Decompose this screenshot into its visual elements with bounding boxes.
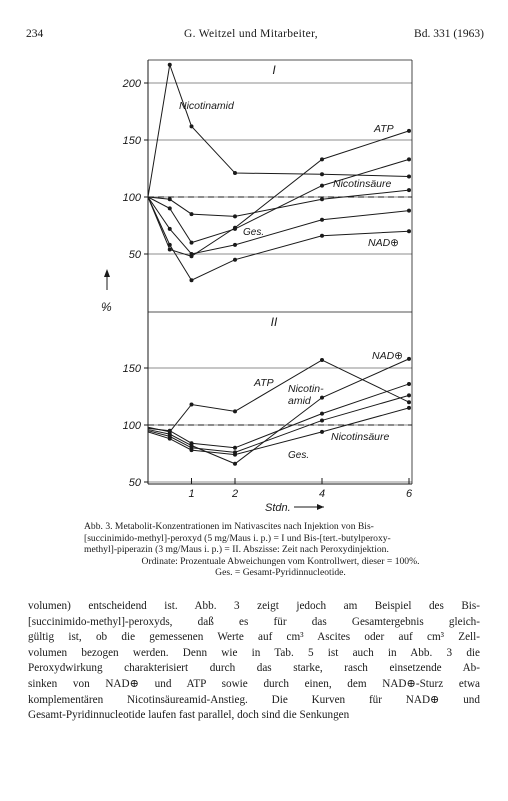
data-point: [407, 382, 411, 386]
body-line: gültig ist, ob die gemessenen Werte auf cm³ Ascites oder auf cm³ Zell-: [28, 631, 480, 644]
data-point: [320, 234, 324, 238]
body-line: volumen bezogen werden. Denn wie in Tab. 5 ist auch in Abb. 3 die: [28, 646, 480, 659]
data-point: [168, 206, 172, 210]
data-point: [320, 430, 324, 434]
data-point: [233, 214, 237, 218]
data-point: [190, 124, 194, 128]
series-label-nad: NAD⊕: [368, 237, 399, 249]
body-line: volumen) entscheidend ist. Abb. 3 zeigt jedoch am Beispiel des Bis-: [28, 600, 480, 612]
data-point: [407, 188, 411, 192]
data-point: [407, 406, 411, 410]
data-point: [407, 174, 411, 178]
data-point: [190, 278, 194, 282]
data-point: [407, 393, 411, 397]
data-point: [233, 446, 237, 450]
data-point: [190, 446, 194, 450]
data-point: [168, 434, 172, 438]
y-axis-label: %: [101, 300, 112, 314]
body-line: komplementären Nicotinsäureamid-Anstieg. Die Kurven für NAD⊕ und: [28, 693, 480, 706]
caption-line: Ordinate: Prozentuale Abweichungen vom Kontrollwert, dieser = 100%.: [141, 555, 420, 567]
x-tick-label: 6: [405, 488, 413, 500]
y-tick-label: 200: [122, 78, 141, 90]
y-tick-label: 100: [122, 420, 141, 432]
data-point: [407, 357, 411, 361]
data-point: [190, 402, 194, 406]
figure-caption: [84, 521, 477, 579]
data-point: [233, 409, 237, 413]
data-point: [190, 441, 194, 445]
series-label-nad: NAD⊕: [372, 350, 403, 362]
panel-1: [122, 60, 412, 312]
data-point: [190, 241, 194, 245]
data-point: [190, 212, 194, 216]
series-line: [148, 360, 409, 432]
volume-info: Bd. 331 (1963): [414, 28, 484, 40]
y-tick-label: 100: [122, 192, 141, 204]
data-point: [320, 418, 324, 422]
y-tick-label: 50: [128, 249, 141, 261]
series-label-atp: ATP: [254, 377, 274, 389]
data-point: [190, 252, 194, 256]
series-label-nicotinsaure: Nicotinsäure: [333, 178, 392, 190]
data-point: [320, 184, 324, 188]
data-point: [168, 63, 172, 67]
data-point: [320, 157, 324, 161]
data-point: [320, 172, 324, 176]
x-axis-arrowhead: [317, 504, 324, 510]
data-point: [407, 209, 411, 213]
x-tick-label: 4: [318, 488, 326, 500]
y-tick-label: 150: [122, 135, 141, 147]
x-tick-label: 1: [188, 488, 195, 500]
data-point: [168, 197, 172, 201]
panel-2: [123, 312, 413, 514]
data-point: [233, 243, 237, 247]
data-point: [168, 243, 172, 247]
caption-line: Ges. = Gesamt-Pyridinnucleotide.: [215, 567, 346, 579]
body-line: [succinimido-methyl]-peroxyds, daß es für das Gesamtergebnis gleich-: [28, 615, 480, 628]
series-label-nicotinamid: Nicotinamid: [179, 100, 234, 112]
data-point: [233, 462, 237, 466]
caption-line: methyl]-piperazin (3 mg/Maus i. p.) = II. Abszisse: Zeit nach Peroxydinjektion.: [84, 544, 389, 556]
series-label-nicotinamid: amid: [288, 395, 311, 407]
y-axis-arrowhead: [104, 269, 110, 277]
data-point: [233, 227, 237, 231]
data-point: [320, 396, 324, 400]
panel-label: II: [270, 315, 278, 329]
page-number: 234: [26, 28, 44, 40]
data-point: [233, 258, 237, 262]
data-point: [320, 412, 324, 416]
series-label-nicotinamid: Nicotin-: [288, 383, 324, 395]
data-point: [168, 227, 172, 231]
body-line: Gesamt-Pyridinnucleotide laufen fast parallel, doch sind die Senkungen: [28, 709, 350, 722]
series-line: [148, 159, 409, 242]
caption-line: [succinimido-methyl]-peroxyd (5 mg/Maus i. p.) = I und Bis-[tert.-butylperoxy-: [84, 532, 391, 544]
series-label-atp: ATP: [374, 123, 394, 135]
data-point: [168, 429, 172, 433]
x-tick-label: 2: [231, 488, 239, 500]
y-tick-label: 50: [128, 477, 141, 489]
caption-line: Abb. 3. Metabolit-Konzentrationen im Nativascites nach Injektion von Bis-: [84, 521, 374, 532]
body-text: [28, 599, 480, 724]
running-title: G. Weitzel und Mitarbeiter,: [184, 28, 318, 40]
body-line: sinken von NAD⊕ und ATP sowie durch einen, dem NAD⊕-Sturz etwa: [28, 677, 480, 690]
body-line: Peroxydwirkung charakterisiert durch das starke, rasch einsetzende Ab-: [28, 662, 480, 675]
data-point: [407, 400, 411, 404]
data-point: [320, 218, 324, 222]
data-point: [233, 171, 237, 175]
data-point: [407, 229, 411, 233]
data-point: [407, 157, 411, 161]
panel-label: I: [272, 63, 276, 77]
series-label-ges: Ges.: [243, 227, 265, 238]
series-label-ges: Ges.: [288, 450, 310, 461]
series-label-nicotinsaure: Nicotinsäure: [331, 431, 390, 443]
data-point: [407, 129, 411, 133]
series-line: [148, 395, 409, 452]
data-point: [320, 358, 324, 362]
data-point: [320, 197, 324, 201]
y-tick-label: 150: [122, 363, 141, 375]
data-point: [233, 450, 237, 454]
x-axis-label: Stdn.: [265, 502, 291, 514]
